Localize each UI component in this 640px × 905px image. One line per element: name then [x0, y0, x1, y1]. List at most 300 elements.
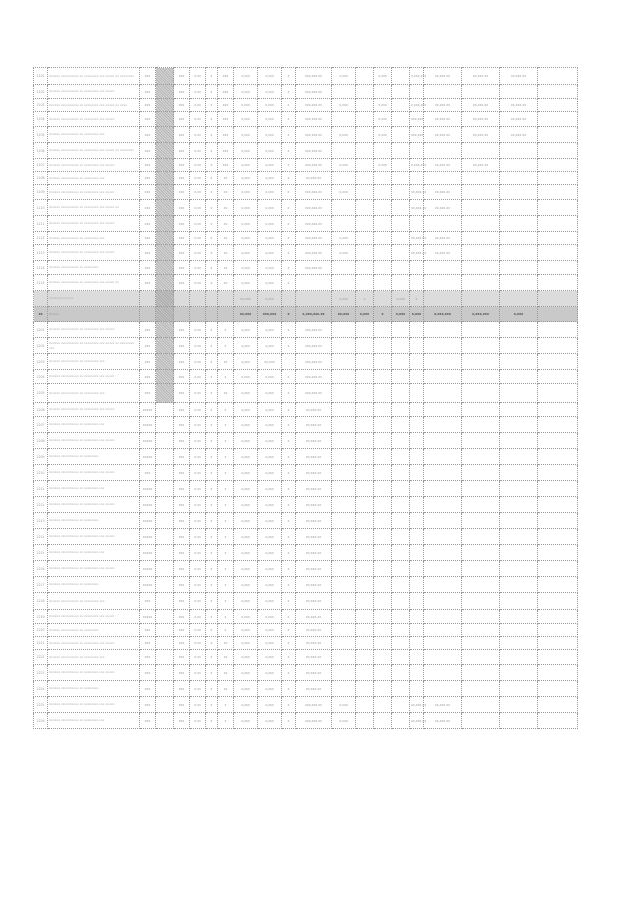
value-cell — [392, 650, 410, 665]
value-cell — [462, 185, 500, 200]
value-cell: xxx — [140, 637, 156, 650]
value-cell — [462, 384, 500, 403]
empty-cell — [538, 370, 578, 384]
shaded-cell — [156, 112, 174, 127]
value-cell: x — [218, 322, 234, 338]
value-cell: x.xx — [190, 561, 206, 577]
value-cell: xxx — [174, 713, 190, 729]
value-cell — [356, 433, 374, 449]
table-row — [34, 143, 578, 159]
row-id-cell: 1226 — [34, 713, 48, 729]
table-row — [34, 370, 578, 384]
value-cell — [392, 200, 410, 216]
value-cell — [500, 322, 538, 338]
description-cell: Xxxxxx xxxxxxxxxx xx xxxxxxxx xxx xxxxx — [48, 185, 140, 200]
value-cell: x,xxx — [258, 338, 282, 354]
value-cell: x,xxx — [234, 172, 258, 185]
value-cell: x,xxx — [332, 127, 356, 143]
empty-cell — [538, 261, 578, 275]
value-cell: x — [206, 481, 218, 497]
value-cell: x — [282, 650, 296, 665]
value-cell — [332, 681, 356, 697]
description-cell: Xxxxxx xxxxxxxxxx xx xxxxxxxx xxx xxxxx xx — [48, 200, 140, 216]
value-cell — [462, 322, 500, 338]
value-cell — [500, 577, 538, 593]
value-cell: x — [206, 99, 218, 112]
value-cell: x,xxx — [332, 99, 356, 112]
value-cell — [410, 545, 424, 561]
value-cell — [500, 624, 538, 637]
description-cell: Xxxxxx xxxxxxxxxx xx xxxxxxxx xxx — [48, 172, 140, 185]
value-cell: x — [282, 245, 296, 261]
value-cell: xxx — [140, 370, 156, 384]
value-cell: xx,xxx.xx — [296, 465, 332, 481]
value-cell — [462, 261, 500, 275]
value-cell: xxx — [140, 338, 156, 354]
value-cell — [356, 513, 374, 529]
empty-cell — [538, 307, 578, 322]
value-cell — [462, 417, 500, 433]
value-cell — [424, 384, 462, 403]
value-cell: x,xxx — [258, 650, 282, 665]
value-cell — [374, 713, 392, 729]
value-cell: x,xxx — [258, 200, 282, 216]
value-cell — [374, 697, 392, 713]
value-cell — [500, 232, 538, 245]
value-cell: x,xxx — [234, 338, 258, 354]
value-cell: xxx,xxx.xx — [296, 85, 332, 99]
value-cell — [424, 577, 462, 593]
description-cell: Xxxxxx xxxxxxxxxx xx xxxxxxxx — [48, 577, 140, 593]
table-row — [34, 307, 578, 322]
value-cell — [500, 697, 538, 713]
value-cell — [356, 159, 374, 172]
shaded-cell — [156, 245, 174, 261]
value-cell: xxx — [218, 112, 234, 127]
value-cell: xx — [218, 245, 234, 261]
description-cell: Xxxxxx xxxxxxxxxx xx xxxxxxxx — [48, 449, 140, 465]
row-id-cell: 1221 — [34, 637, 48, 650]
table-row — [34, 637, 578, 650]
value-cell: xxx — [174, 465, 190, 481]
value-cell: x — [218, 403, 234, 417]
value-cell: x — [282, 370, 296, 384]
value-cell: x,xxx — [410, 307, 424, 322]
shaded-cell — [156, 681, 174, 697]
value-cell: xx — [218, 172, 234, 185]
value-cell — [392, 697, 410, 713]
value-cell — [218, 307, 234, 322]
value-cell — [424, 449, 462, 465]
value-cell: x — [282, 624, 296, 637]
row-id-cell: 1105 — [34, 127, 48, 143]
table-row — [34, 697, 578, 713]
row-id-cell: 1106 — [34, 143, 48, 159]
value-cell: x — [282, 159, 296, 172]
value-cell — [392, 593, 410, 610]
value-cell: x — [282, 403, 296, 417]
shaded-cell — [156, 143, 174, 159]
value-cell: x.xx — [190, 697, 206, 713]
value-cell: xxx — [174, 449, 190, 465]
row-id-cell: 1114 — [34, 261, 48, 275]
value-cell — [374, 143, 392, 159]
value-cell: x,xxx — [258, 275, 282, 291]
value-cell: x,xxx — [234, 403, 258, 417]
shaded-cell — [156, 481, 174, 497]
value-cell — [410, 370, 424, 384]
row-id-cell: 1206 — [34, 403, 48, 417]
value-cell — [500, 593, 538, 610]
value-cell — [374, 275, 392, 291]
value-cell: x,xxx — [234, 245, 258, 261]
value-cell: xxxxx — [140, 529, 156, 545]
value-cell: x.xx — [190, 713, 206, 729]
shaded-cell — [156, 291, 174, 307]
table-row — [34, 85, 578, 99]
value-cell: xxx — [174, 200, 190, 216]
value-cell — [462, 370, 500, 384]
value-cell: xxx — [174, 370, 190, 384]
value-cell — [424, 143, 462, 159]
value-cell: x — [410, 291, 424, 307]
value-cell — [500, 681, 538, 697]
value-cell — [392, 610, 410, 624]
shaded-cell — [156, 713, 174, 729]
value-cell: x,xxx — [234, 561, 258, 577]
value-cell — [392, 403, 410, 417]
description-cell: Xxxxxx xxxxxxxxxx xx xxxxxxxx xxx — [48, 232, 140, 245]
value-cell: x,xxx — [258, 433, 282, 449]
row-id-cell: 1219 — [34, 610, 48, 624]
table-row — [34, 216, 578, 232]
value-cell — [462, 681, 500, 697]
value-cell: x.xx — [190, 593, 206, 610]
value-cell: x,xxx — [258, 172, 282, 185]
row-id-cell: 1104 — [34, 112, 48, 127]
value-cell: xx,xxx.xx — [296, 449, 332, 465]
value-cell — [332, 637, 356, 650]
row-id-cell: 1207 — [34, 417, 48, 433]
value-cell — [462, 338, 500, 354]
value-cell: x,xxx — [234, 713, 258, 729]
value-cell: x,xxx — [234, 275, 258, 291]
shaded-cell — [156, 370, 174, 384]
value-cell: xx,xxx.xx — [500, 127, 538, 143]
empty-cell — [538, 497, 578, 513]
value-cell — [410, 172, 424, 185]
value-cell: x.xx — [190, 68, 206, 85]
value-cell — [462, 143, 500, 159]
value-cell — [332, 403, 356, 417]
value-cell — [392, 449, 410, 465]
shaded-cell — [156, 465, 174, 481]
table-row — [34, 291, 578, 307]
value-cell: x,xxx — [234, 370, 258, 384]
value-cell — [332, 433, 356, 449]
value-cell: xxx,xxx — [410, 127, 424, 143]
value-cell: x,xxx — [234, 216, 258, 232]
row-id-cell: 1202 — [34, 338, 48, 354]
value-cell — [462, 637, 500, 650]
value-cell — [332, 370, 356, 384]
value-cell: xxx — [174, 159, 190, 172]
value-cell: x.xx — [190, 465, 206, 481]
row-id-cell: 1107 — [34, 159, 48, 172]
shaded-cell — [156, 610, 174, 624]
value-cell — [392, 338, 410, 354]
description-cell: Xxxxxx xxxxxxxxxx xx xxxxxxxx — [48, 681, 140, 697]
value-cell: xxx — [174, 593, 190, 610]
value-cell — [410, 465, 424, 481]
value-cell: xx — [218, 354, 234, 370]
description-cell: Xxxxxx xxxxxxxxxx xx xxxxxxxx xxx — [48, 713, 140, 729]
value-cell — [332, 338, 356, 354]
value-cell: xx,xxx.xx — [424, 68, 462, 85]
value-cell — [332, 354, 356, 370]
description-cell: Xxxxxx xxxxxxxxxx xx xxxxxxxx xxx — [48, 650, 140, 665]
table-row — [34, 561, 578, 577]
value-cell — [356, 384, 374, 403]
value-cell: x — [282, 433, 296, 449]
value-cell — [424, 561, 462, 577]
value-cell: x.xx — [190, 85, 206, 99]
value-cell: xx,xxx.xx — [410, 697, 424, 713]
value-cell — [356, 322, 374, 338]
value-cell: x,xxx — [258, 127, 282, 143]
value-cell — [424, 610, 462, 624]
value-cell: xx,xxx.xx — [410, 232, 424, 245]
description-cell: Xxxxxx xxxxxxxxxx xx xxxxxxxx xxx — [48, 384, 140, 403]
value-cell — [332, 481, 356, 497]
empty-cell — [538, 85, 578, 99]
value-cell: x — [282, 68, 296, 85]
value-cell: xxx,xxx.xx — [296, 232, 332, 245]
value-cell — [392, 577, 410, 593]
value-cell — [500, 338, 538, 354]
value-cell — [332, 261, 356, 275]
value-cell — [500, 497, 538, 513]
value-cell: xx,xxx.xx — [296, 665, 332, 681]
value-cell: x,xxx — [234, 577, 258, 593]
value-cell — [332, 593, 356, 610]
value-cell — [356, 232, 374, 245]
value-cell — [356, 99, 374, 112]
value-cell — [374, 650, 392, 665]
table-row — [34, 338, 578, 354]
value-cell: x,xxx — [234, 159, 258, 172]
value-cell: x,xxx — [234, 481, 258, 497]
value-cell — [332, 529, 356, 545]
shaded-cell — [156, 127, 174, 143]
value-cell: x,xxx,xxx — [424, 307, 462, 322]
empty-cell — [538, 650, 578, 665]
value-cell: xxx — [140, 665, 156, 681]
table-row — [34, 529, 578, 545]
value-cell — [332, 384, 356, 403]
value-cell: x — [282, 665, 296, 681]
value-cell: x.xx — [190, 99, 206, 112]
value-cell: xxx — [174, 545, 190, 561]
value-cell — [356, 68, 374, 85]
table-row — [34, 497, 578, 513]
table-row — [34, 232, 578, 245]
value-cell: x,xxx — [234, 593, 258, 610]
value-cell: xx — [218, 261, 234, 275]
description-cell: Xxxxxx xxxxxxxxxx xx xxxxxxxx xxx — [48, 127, 140, 143]
value-cell: xxx — [174, 529, 190, 545]
value-cell — [356, 370, 374, 384]
table-row — [34, 159, 578, 172]
value-cell: x,xxx — [234, 665, 258, 681]
value-cell: x.xx — [190, 112, 206, 127]
value-cell — [296, 291, 332, 307]
value-cell — [332, 322, 356, 338]
description-cell: Xxxxxx xxxxxxxxxx xx xxxxxxxx xxx xxxxx xx xxxxxxxx — [48, 68, 140, 85]
value-cell — [374, 465, 392, 481]
value-cell: xxx — [140, 232, 156, 245]
value-cell: x — [282, 216, 296, 232]
value-cell: xxx — [140, 593, 156, 610]
value-cell: x — [206, 172, 218, 185]
description-cell: Xxxxxx xxxxxxxxxx xx xxxxxxxx xxx xxxxx — [48, 561, 140, 577]
shaded-cell — [156, 529, 174, 545]
value-cell — [410, 481, 424, 497]
value-cell: xx,xxx.xx — [424, 127, 462, 143]
value-cell: xxx,xxx.xx — [296, 322, 332, 338]
value-cell — [410, 384, 424, 403]
value-cell — [462, 650, 500, 665]
value-cell: xxx — [174, 354, 190, 370]
value-cell: x — [282, 185, 296, 200]
value-cell — [500, 433, 538, 449]
shaded-cell — [156, 68, 174, 85]
value-cell: xx,xxx — [234, 307, 258, 322]
value-cell: x,xxx — [234, 354, 258, 370]
value-cell — [462, 593, 500, 610]
value-cell: xx,xxx.xx — [462, 127, 500, 143]
description-cell: Xxxxxx xxxxxxxxxx xx xxxxxxxx xxx xxxxx — [48, 370, 140, 384]
value-cell: x,xxx — [258, 403, 282, 417]
value-cell — [374, 665, 392, 681]
value-cell: x,xxx — [258, 513, 282, 529]
value-cell: x — [206, 697, 218, 713]
value-cell — [500, 465, 538, 481]
value-cell: x,xxx — [258, 697, 282, 713]
table-row — [34, 112, 578, 127]
value-cell: xx — [218, 650, 234, 665]
value-cell — [392, 665, 410, 681]
value-cell: x — [282, 497, 296, 513]
shaded-cell — [156, 354, 174, 370]
value-cell: x,xxx — [374, 68, 392, 85]
value-cell: x — [218, 561, 234, 577]
value-cell: x.xx — [190, 513, 206, 529]
value-cell: x — [282, 545, 296, 561]
value-cell: x.xx — [190, 417, 206, 433]
value-cell: xxx — [174, 185, 190, 200]
shaded-cell — [156, 307, 174, 322]
row-id-cell: 1216 — [34, 561, 48, 577]
value-cell: x — [374, 307, 392, 322]
value-cell: x — [206, 577, 218, 593]
value-cell: x — [218, 624, 234, 637]
value-cell: x — [206, 232, 218, 245]
value-cell — [392, 529, 410, 545]
value-cell — [356, 529, 374, 545]
value-cell — [356, 85, 374, 99]
value-cell: x,xxx — [234, 624, 258, 637]
value-cell — [374, 681, 392, 697]
value-cell: xxx — [140, 172, 156, 185]
description-cell: Xxxxxx xxxxxxxxxx xx xxxxxxxx xxx — [48, 481, 140, 497]
value-cell: xxx — [174, 68, 190, 85]
empty-cell — [538, 481, 578, 497]
value-cell: xxx — [174, 338, 190, 354]
value-cell: x — [206, 354, 218, 370]
value-cell: xx,xxx.xx — [424, 200, 462, 216]
value-cell: xxxxx — [140, 481, 156, 497]
value-cell: xxx — [140, 261, 156, 275]
value-cell: x — [218, 465, 234, 481]
value-cell — [424, 513, 462, 529]
value-cell — [332, 650, 356, 665]
value-cell: x — [206, 261, 218, 275]
value-cell: x,xxx — [258, 322, 282, 338]
value-cell — [332, 200, 356, 216]
description-cell: Xxxxxx xxxxxxxxxx xx xxxxxxxx xxx xxxxx xx xxxx — [48, 99, 140, 112]
value-cell: x.xx — [190, 384, 206, 403]
value-cell: xx — [218, 681, 234, 697]
value-cell — [500, 403, 538, 417]
value-cell — [410, 322, 424, 338]
value-cell: xxx — [140, 127, 156, 143]
shaded-cell — [156, 85, 174, 99]
value-cell: x,xxx — [258, 291, 282, 307]
value-cell: x,xxx — [356, 307, 374, 322]
value-cell — [424, 665, 462, 681]
value-cell: x,xxx — [234, 433, 258, 449]
value-cell — [424, 417, 462, 433]
empty-cell — [538, 637, 578, 650]
value-cell — [174, 307, 190, 322]
value-cell — [462, 624, 500, 637]
row-id-cell: 1108 — [34, 172, 48, 185]
value-cell: xxx — [218, 159, 234, 172]
value-cell — [392, 216, 410, 232]
value-cell: xxx — [140, 112, 156, 127]
value-cell: x.xx — [190, 650, 206, 665]
value-cell — [462, 577, 500, 593]
value-cell — [500, 665, 538, 681]
shaded-cell — [156, 513, 174, 529]
value-cell: x.xx — [190, 497, 206, 513]
value-cell — [356, 713, 374, 729]
shaded-cell — [156, 159, 174, 172]
value-cell: x.xx — [190, 433, 206, 449]
value-cell — [282, 354, 296, 370]
value-cell — [424, 593, 462, 610]
value-cell: xx,xxx — [332, 307, 356, 322]
value-cell: x — [282, 85, 296, 99]
value-cell — [424, 624, 462, 637]
value-cell — [374, 624, 392, 637]
value-cell: x.xx — [190, 637, 206, 650]
value-cell: xx,xxx.xx — [296, 433, 332, 449]
shaded-cell — [156, 577, 174, 593]
value-cell: xxx — [140, 200, 156, 216]
value-cell: x,xxx — [234, 232, 258, 245]
